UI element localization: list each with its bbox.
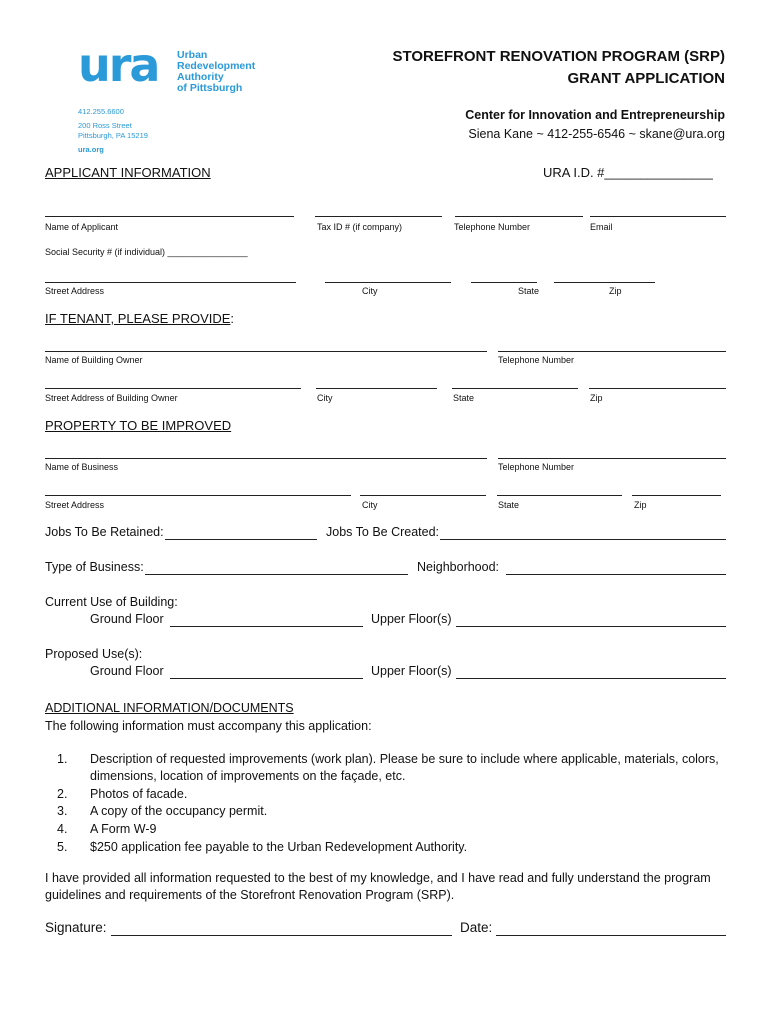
applicant-name-label: Name of Applicant [45,222,119,232]
item-text: A copy of the occupancy permit. [90,804,268,818]
current-use-label: Current Use of Building: [45,595,178,609]
logo-name-line: Authority [177,71,224,83]
applicant-heading: APPLICANT INFORMATION [45,165,211,180]
applicant-zip-field[interactable] [554,282,655,283]
date-label: Date: [460,920,493,935]
applicant-state-field[interactable] [471,282,537,283]
owner-street-field[interactable] [45,388,301,389]
owner-state-field[interactable] [452,388,578,389]
tenant-heading: IF TENANT, PLEASE PROVIDE [45,311,231,326]
item-number: 3. [57,804,68,818]
statement-line: I have provided all information requested to the best of my knowledge, and I have read and fully understand the program [45,871,711,885]
owner-name-field[interactable] [45,351,487,352]
applicant-phone-field[interactable] [455,216,583,217]
owner-zip-label: Zip [590,393,603,403]
tax-id-label: Tax ID # (if company) [317,222,403,232]
applicant-zip-label: Zip [609,286,622,296]
property-city-field[interactable] [360,495,486,496]
item-number: 5. [57,840,68,854]
center-name: Center for Innovation and Entrepreneurship [465,108,725,122]
statement-line-continued: guidelines and requirements of the Storefront Renovation Program (SRP). [45,888,455,902]
property-heading: PROPERTY TO BE IMPROVED [45,418,232,433]
business-phone-field[interactable] [498,458,726,459]
item-number: 2. [57,787,68,801]
proposed-ground-floor-label: Ground Floor [90,664,164,678]
ura-id-label: URA I.D. #_______________ [543,165,713,180]
tenant-heading-colon: : [230,311,235,326]
current-ground-floor-label: Ground Floor [90,612,164,626]
jobs-created-field[interactable] [440,539,726,540]
applicant-phone-label: Telephone Number [454,222,531,232]
contact-line: Siena Kane ~ 412-255-6546 ~ skane@ura.org [468,127,725,141]
jobs-retained-field[interactable] [165,539,317,540]
applicant-city-field[interactable] [325,282,451,283]
applicant-street-label: Street Address [45,286,105,296]
proposed-upper-floors-label: Upper Floor(s) [371,664,452,678]
business-name-label: Name of Business [45,462,119,472]
logo-name-line: of Pittsburgh [177,82,243,94]
owner-name-label: Name of Building Owner [45,355,143,365]
current-upper-floors-field[interactable] [456,626,726,627]
type-of-business-label: Type of Business: [45,560,144,574]
item-text-continued: dimensions, location of improvements on the façade, etc. [90,769,406,783]
logo-name [177,50,255,94]
item-text: $250 application fee payable to the Urban Redevelopment Authority. [90,840,468,854]
logo-name-line: Urban [177,49,208,61]
applicant-email-label: Email [590,222,613,232]
neighborhood-field[interactable] [506,574,726,575]
current-ground-floor-field[interactable] [170,626,363,627]
form-title: STOREFRONT RENOVATION PROGRAM (SRP) [392,48,725,65]
property-street-field[interactable] [45,495,351,496]
proposed-upper-floors-field[interactable] [456,678,726,679]
property-zip-label: Zip [634,500,647,510]
property-state-label: State [498,500,520,510]
logo-address-line2: Pittsburgh, PA 15219 [78,131,148,140]
additional-heading: ADDITIONAL INFORMATION/DOCUMENTS [45,701,294,715]
jobs-retained-label: Jobs To Be Retained: [45,525,164,539]
signature-field[interactable] [111,935,452,936]
owner-state-label: State [453,393,475,403]
applicant-email-field[interactable] [590,216,726,217]
item-text: Description of requested improvements (work plan). Please be sure to include where applicable, materials, colors, [90,752,719,766]
item-text: Photos of facade. [90,787,188,801]
item-number: 4. [57,822,68,836]
logo-mark: ura [78,38,159,92]
logo-address-line1: 200 Ross Street [78,121,132,130]
date-field[interactable] [496,935,726,936]
business-phone-label: Telephone Number [498,462,575,472]
signature-label: Signature: [45,920,107,935]
property-street-label: Street Address [45,500,105,510]
form-subtitle: GRANT APPLICATION [567,70,725,87]
property-zip-field[interactable] [632,495,721,496]
neighborhood-label: Neighborhood: [417,560,500,574]
property-city-label: City [362,500,378,510]
additional-intro: The following information must accompany this application: [45,719,372,733]
owner-zip-field[interactable] [589,388,726,389]
tax-id-field[interactable] [315,216,442,217]
logo-name-line: Redevelopment [177,60,256,72]
tenant-heading-wrap [45,311,234,326]
item-number: 1. [57,752,68,766]
property-state-field[interactable] [497,495,622,496]
owner-phone-field[interactable] [498,351,726,352]
current-upper-floors-label: Upper Floor(s) [371,612,452,626]
applicant-city-label: City [362,286,378,296]
jobs-created-label: Jobs To Be Created: [326,525,440,539]
owner-street-label: Street Address of Building Owner [45,393,178,403]
logo-phone: 412.255.6600 [78,107,124,116]
item-text: A Form W-9 [90,822,157,836]
business-name-field[interactable] [45,458,487,459]
ssn-field[interactable]: Social Security # (if individual) ________________ [45,247,248,257]
applicant-street-field[interactable] [45,282,296,283]
owner-city-field[interactable] [316,388,437,389]
owner-phone-label: Telephone Number [498,355,575,365]
logo-web: ura.org [78,145,104,154]
applicant-name-field[interactable] [45,216,294,217]
proposed-ground-floor-field[interactable] [170,678,363,679]
type-of-business-field[interactable] [145,574,408,575]
applicant-state-label: State [518,286,540,296]
owner-city-label: City [317,393,333,403]
proposed-use-label: Proposed Use(s): [45,647,143,661]
